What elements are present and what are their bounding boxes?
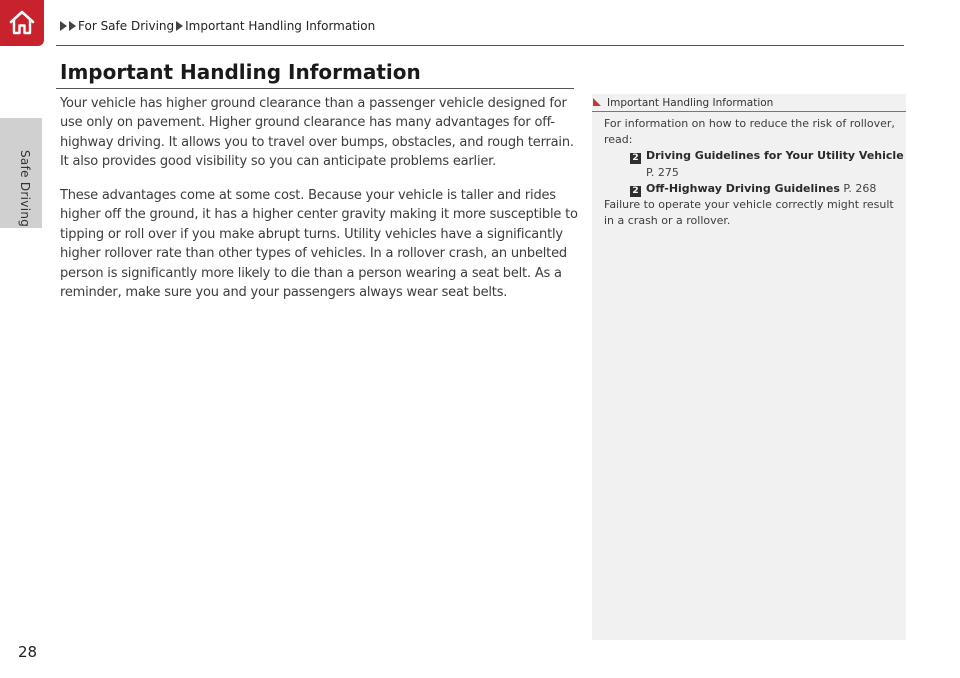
breadcrumb-item-for-safe-driving[interactable]: For Safe Driving [78,19,175,33]
note-body [604,116,904,229]
reference-arrow-icon: 2 [630,153,641,164]
reference-link-off-highway[interactable] [630,181,896,197]
body-paragraph: Your vehicle has higher ground clearance than a passenger vehicle designed for use only on pavement. Higher ground clearance has many advantages for off-highway driving. It allows you to travel over bumps, obstacles, and rough terrain. It also provides good visibility so you can anticipate problems earlier. [60,96,574,170]
reference-link-utility-vehicle[interactable] [630,148,904,164]
page-number: 28 [18,643,38,661]
side-strip [0,0,42,678]
side-note-panel [592,94,906,640]
reference-page-number[interactable]: P. 268 [843,181,877,195]
body-paragraph: These advantages come at some cost. Because your vehicle is taller and rides higher off the ground, it has a higher center gravity making it more susceptible to tipping or roll over if you make abrupt turns. Utility vehicles have a significantly higher rollover rate than other types of vehicles. In a rollover crash, an unbelted person is significantly more likely to die than a person wearing a seat belt. As a reminder, make sure you and your passengers always wear seat belts. [60,188,578,301]
note-warning: Failure to operate your vehicle correctly might result in a crash or a rollover. [604,198,894,228]
breadcrumb-item-current[interactable]: Important Handling Information [185,19,376,33]
note-marker-icon [592,97,603,108]
triangle-right-icon [176,21,183,31]
home-icon [7,8,37,38]
triangle-right-icon [69,21,76,31]
breadcrumb [60,19,375,33]
note-title: Important Handling Information [607,96,774,109]
reference-page-number[interactable]: P. 275 [646,165,679,179]
reference-page[interactable] [646,165,896,181]
note-header [592,94,906,112]
note-intro: For information on how to reduce the risk of rollover, read: [604,117,895,147]
reference-arrow-icon: 2 [630,186,641,197]
title-divider [56,88,574,89]
page-title: Important Handling Information [60,60,421,84]
triangle-right-icon [60,21,67,31]
home-button[interactable] [0,0,44,46]
section-label: Safe Driving [18,150,32,228]
reference-label[interactable]: Driving Guidelines for Your Utility Vehicle [646,149,904,163]
header-divider [56,45,904,46]
reference-label[interactable]: Off-Highway Driving Guidelines [646,181,840,195]
